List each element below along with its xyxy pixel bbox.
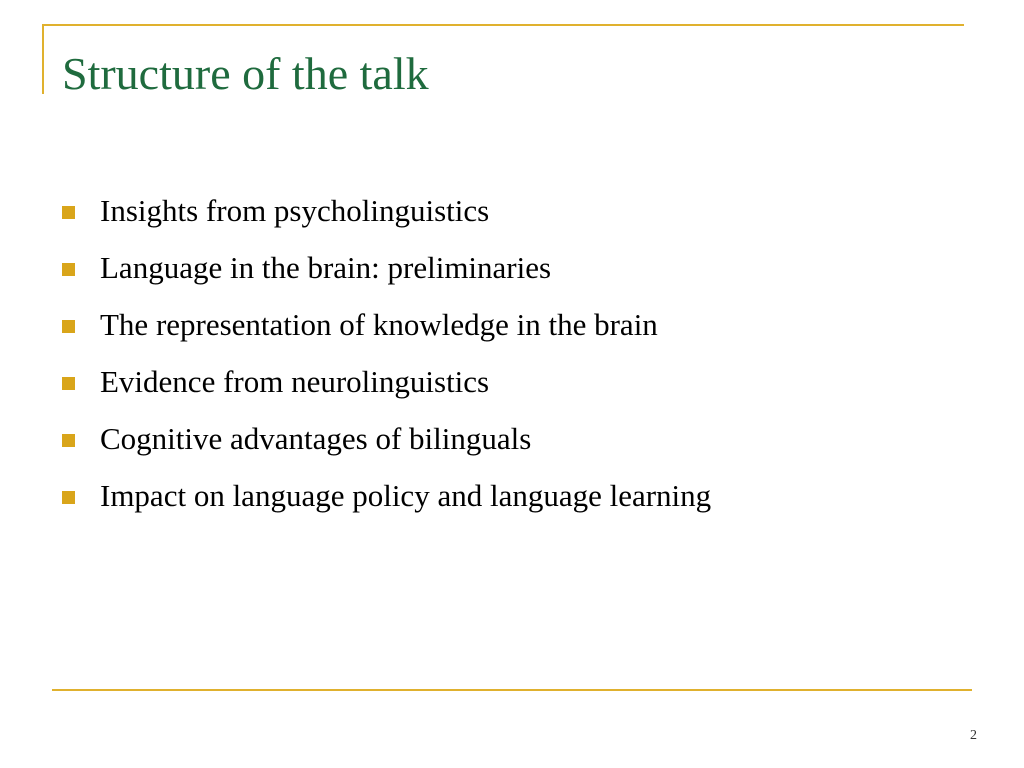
top-border-line [42,24,964,26]
square-bullet-icon [62,206,75,219]
bullet-list [62,188,711,530]
left-border-line [42,24,44,94]
square-bullet-icon [62,377,75,390]
bullet-text: Impact on language policy and language learning [100,478,712,513]
bullet-text: Cognitive advantages of bilinguals [100,421,532,456]
bullet-item [62,473,711,530]
bullet-text: The representation of knowledge in the brain [100,307,658,342]
bullet-item [62,359,711,416]
bullet-item [62,188,711,245]
bullet-text: Insights from psycholinguistics [100,193,490,228]
slide-title: Structure of the talk [62,48,429,99]
bullet-text: Evidence from neurolinguistics [100,364,490,399]
square-bullet-icon [62,263,75,276]
square-bullet-icon [62,434,75,447]
square-bullet-icon [62,491,75,504]
bullet-item [62,245,711,302]
bullet-item [62,302,711,359]
bullet-text: Language in the brain: preliminaries [100,250,552,285]
page-number: 2 [970,728,977,743]
footer-divider [52,689,972,691]
square-bullet-icon [62,320,75,333]
bullet-item [62,416,711,473]
